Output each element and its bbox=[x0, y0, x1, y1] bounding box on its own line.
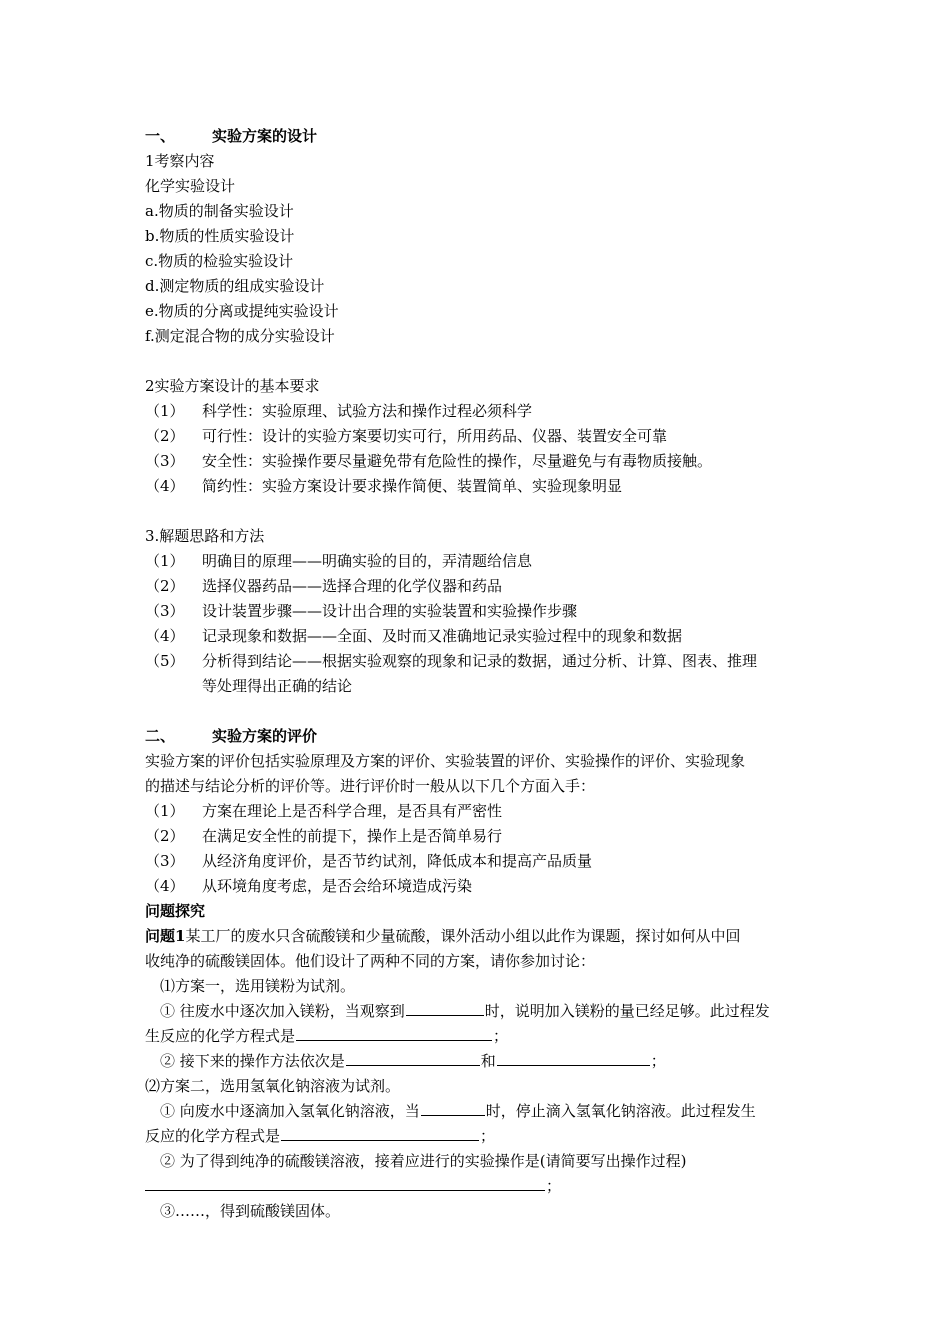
question-text: 时，说明加入镁粉的量已经足够。此过程发 bbox=[484, 1002, 770, 1020]
list-item-continuation: 等处理得出正确的结论 bbox=[202, 677, 353, 695]
item-number: （3） bbox=[145, 852, 185, 870]
paragraph-line: 收纯净的硫酸镁固体。他们设计了两种不同的方案，请你参加讨论： bbox=[145, 952, 596, 970]
list-item bbox=[145, 599, 810, 624]
question-line bbox=[145, 1049, 810, 1074]
list-item bbox=[145, 574, 810, 599]
item-text: 可行性：设计的实验方案要切实可行，所用药品、仪器、装置安全可靠 bbox=[202, 427, 668, 445]
question-text: 和 bbox=[480, 1052, 496, 1070]
list-item: f.测定混合物的成分实验设计 bbox=[145, 327, 335, 345]
section1-heading bbox=[145, 124, 810, 149]
item-number: （4） bbox=[145, 477, 185, 495]
item-number: （2） bbox=[145, 827, 185, 845]
question-line bbox=[145, 999, 810, 1024]
item-number: （1） bbox=[145, 552, 185, 570]
section2-heading bbox=[145, 724, 810, 749]
answer-blank[interactable] bbox=[296, 1024, 492, 1041]
question-text: ① 往废水中逐次加入镁粉，当观察到 bbox=[160, 1002, 405, 1020]
list-item: a.物质的制备实验设计 bbox=[145, 202, 294, 220]
item-text: 选择仪器药品——选择合理的化学仪器和药品 bbox=[202, 577, 503, 595]
list-item bbox=[145, 474, 810, 499]
list-item: c.物质的检验实验设计 bbox=[145, 252, 294, 270]
paragraph-line: 的描述与结论分析的评价等。进行评价时一般从以下几个方面入手： bbox=[145, 777, 596, 795]
list-item bbox=[145, 449, 810, 474]
part2-heading: 2实验方案设计的基本要求 bbox=[145, 377, 320, 395]
item-number: （4） bbox=[145, 627, 185, 645]
question-text: ； bbox=[480, 1127, 496, 1145]
item-text: 在满足安全性的前提下，操作上是否简单易行 bbox=[202, 827, 503, 845]
list-item bbox=[145, 624, 810, 649]
question-line: ② 为了得到纯净的硫酸镁溶液，接着应进行的实验操作是(请简要写出操作过程) bbox=[160, 1152, 687, 1170]
problem-heading: 问题探究 bbox=[145, 902, 206, 920]
item-text: 安全性：实验操作要尽量避免带有危险性的操作，尽量避免与有毒物质接触。 bbox=[202, 452, 713, 470]
item-text: 分析得到结论——根据实验观察的现象和记录的数据，通过分析、计算、图表、推理 bbox=[202, 652, 758, 670]
question-text: ① 向废水中逐滴加入氢氧化钠溶液，当 bbox=[160, 1102, 420, 1120]
question-line bbox=[145, 1174, 810, 1199]
list-item bbox=[145, 849, 810, 874]
question-line bbox=[145, 1024, 810, 1049]
part1-subheading: 化学实验设计 bbox=[145, 177, 236, 195]
paragraph-line bbox=[145, 924, 810, 949]
item-text: 从经济角度评价，是否节约试剂，降低成本和提高产品质量 bbox=[202, 852, 593, 870]
section1-number: 一、 bbox=[145, 127, 176, 145]
part1-heading: 1考察内容 bbox=[145, 152, 215, 170]
item-number: （3） bbox=[145, 602, 185, 620]
item-number: （2） bbox=[145, 427, 185, 445]
question-line bbox=[145, 1099, 810, 1124]
list-item: b.物质的性质实验设计 bbox=[145, 227, 295, 245]
answer-blank[interactable] bbox=[346, 1049, 480, 1066]
item-number: （1） bbox=[145, 802, 185, 820]
document-page bbox=[145, 124, 810, 1224]
list-item bbox=[145, 649, 810, 674]
list-item bbox=[145, 824, 810, 849]
list-item bbox=[145, 549, 810, 574]
question-line bbox=[145, 1124, 810, 1149]
problem-text: 某工厂的废水只含硫酸镁和少量硫酸，课外活动小组以此作为课题，探讨如何从中回 bbox=[185, 927, 741, 945]
item-text: 明确目的原理——明确实验的目的，弄清题给信息 bbox=[202, 552, 533, 570]
item-text: 从环境角度考虑，是否会给环境造成污染 bbox=[202, 877, 473, 895]
question-text: ② 接下来的操作方法依次是 bbox=[160, 1052, 345, 1070]
list-item: d.测定物质的组成实验设计 bbox=[145, 277, 325, 295]
answer-blank[interactable] bbox=[145, 1174, 545, 1191]
answer-blank[interactable] bbox=[406, 999, 484, 1016]
item-number: （3） bbox=[145, 452, 185, 470]
answer-blank[interactable] bbox=[421, 1099, 485, 1116]
list-item: e.物质的分离或提纯实验设计 bbox=[145, 302, 339, 320]
plan1-label: ⑴方案一，选用镁粉为试剂。 bbox=[160, 977, 356, 995]
section1-title: 实验方案的设计 bbox=[212, 127, 318, 145]
question-text: ； bbox=[493, 1027, 509, 1045]
question-text: ； bbox=[650, 1052, 666, 1070]
list-item bbox=[145, 874, 810, 899]
item-text: 方案在理论上是否科学合理，是否具有严密性 bbox=[202, 802, 503, 820]
question-text: 时，停止滴入氢氧化钠溶液。此过程发生 bbox=[485, 1102, 756, 1120]
question-line: ③……，得到硫酸镁固体。 bbox=[160, 1202, 341, 1220]
answer-blank[interactable] bbox=[281, 1124, 479, 1141]
answer-blank[interactable] bbox=[497, 1049, 650, 1066]
list-item bbox=[145, 399, 810, 424]
paragraph-line: 实验方案的评价包括实验原理及方案的评价、实验装置的评价、实验操作的评价、实验现象 bbox=[145, 752, 746, 770]
item-number: （1） bbox=[145, 402, 185, 420]
question-text: 反应的化学方程式是 bbox=[145, 1127, 281, 1145]
item-text: 简约性：实验方案设计要求操作简便、装置简单、实验现象明显 bbox=[202, 477, 623, 495]
section2-number: 二、 bbox=[145, 727, 176, 745]
plan2-label: ⑵方案二，选用氢氧化钠溶液为试剂。 bbox=[145, 1077, 401, 1095]
item-number: （2） bbox=[145, 577, 185, 595]
list-item bbox=[145, 424, 810, 449]
item-text: 记录现象和数据——全面、及时而又准确地记录实验过程中的现象和数据 bbox=[202, 627, 683, 645]
section2-title: 实验方案的评价 bbox=[212, 727, 318, 745]
question-text: 生反应的化学方程式是 bbox=[145, 1027, 296, 1045]
part3-heading: 3.解题思路和方法 bbox=[145, 527, 265, 545]
item-number: （4） bbox=[145, 877, 185, 895]
problem-label: 问题1 bbox=[145, 927, 186, 945]
item-number: （5） bbox=[145, 652, 185, 670]
item-text: 设计装置步骤——设计出合理的实验装置和实验操作步骤 bbox=[202, 602, 578, 620]
question-text: ； bbox=[546, 1177, 562, 1195]
item-text: 科学性：实验原理、试验方法和操作过程必须科学 bbox=[202, 402, 533, 420]
list-item bbox=[145, 799, 810, 824]
